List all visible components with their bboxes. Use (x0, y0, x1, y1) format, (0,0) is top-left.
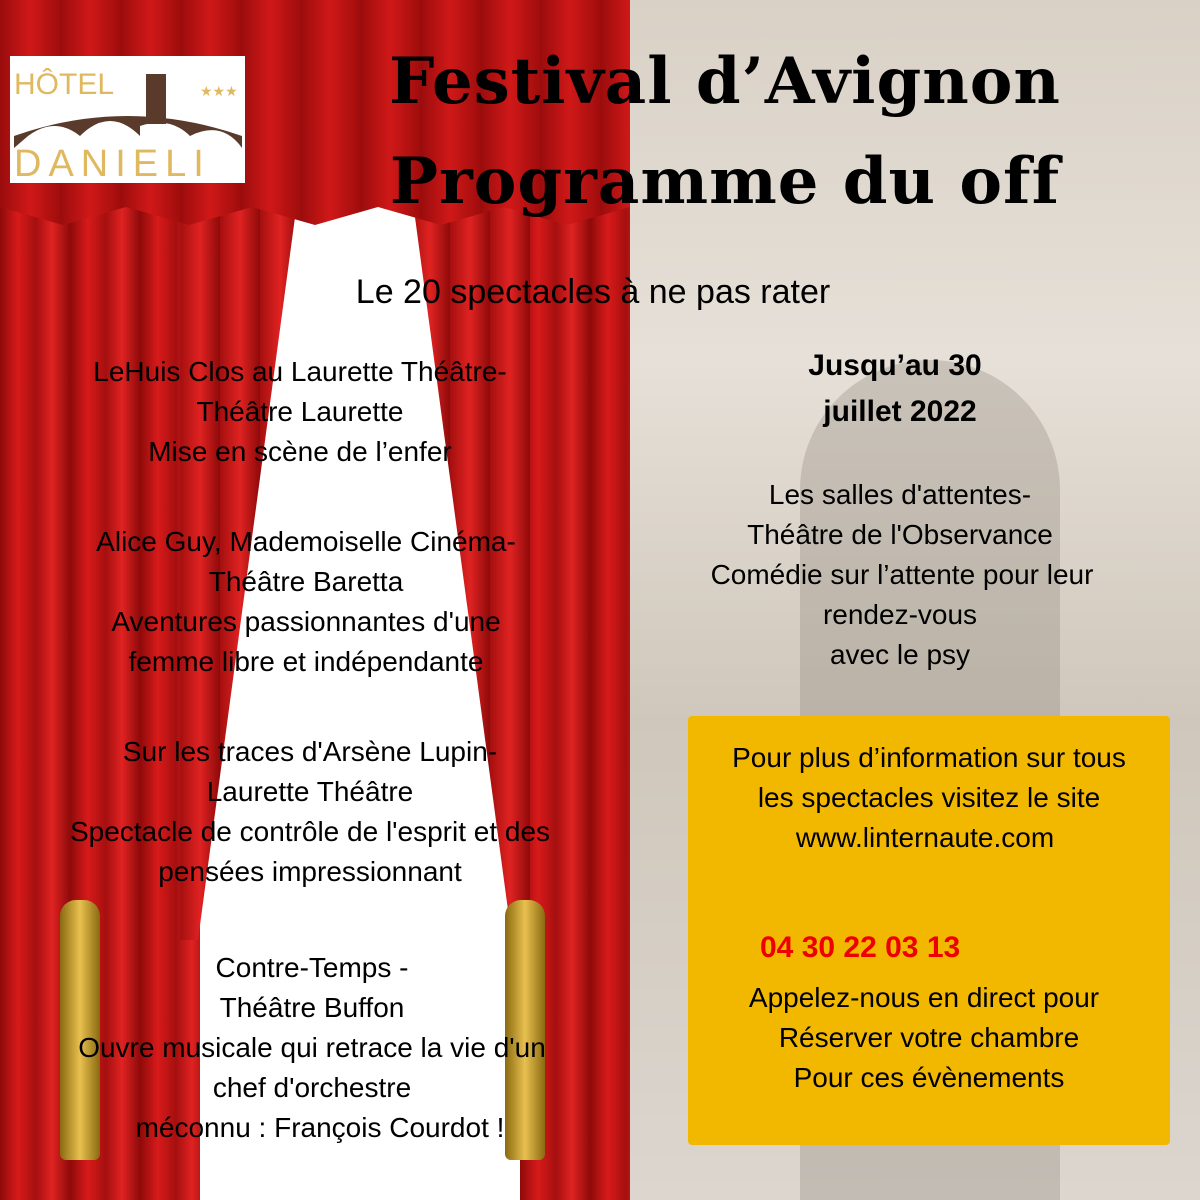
featured-line: avec le psy (829, 639, 971, 670)
website-link[interactable]: www.linternaute.com (795, 822, 1055, 853)
dates-line: Jusqu’au 30 (808, 349, 982, 382)
logo-top-text: HÔTEL (14, 68, 115, 101)
call-line: Pour ces évènements (793, 1062, 1065, 1093)
featured-line: Les salles d'attentes- (768, 479, 1032, 510)
info-line: Pour plus d’information sur tous (732, 742, 1126, 773)
show-1-line: Mise en scène de l’enfer (148, 436, 452, 467)
featured-line: Théâtre de l'Observance (747, 519, 1053, 550)
call-line: Appelez-nous en direct pour (748, 982, 1100, 1013)
show-3-line: Laurette Théâtre (206, 776, 414, 807)
dates-line: juillet 2022 (823, 395, 977, 428)
show-2-line: femme libre et indépendante (128, 646, 484, 677)
show-4-line: méconnu : François Courdot ! (135, 1112, 505, 1143)
logo-bottom-text: DANIELI (14, 143, 211, 183)
show-4-line: Contre-Temps - (215, 952, 409, 983)
call-line: Réserver votre chambre (778, 1022, 1080, 1053)
show-1-line: Théâtre Laurette (196, 396, 404, 427)
show-3-line: Spectacle de contrôle de l'esprit et des (69, 816, 551, 847)
tower-icon (146, 74, 166, 124)
show-3-line: pensées impressionnant (158, 856, 462, 887)
subtitle: Le 20 spectacles à ne pas rater (355, 273, 831, 311)
title-line-2: Programme du off (389, 144, 1061, 219)
show-1-line: LeHuis Clos au Laurette Théâtre- (93, 356, 507, 387)
show-2-line: Théâtre Baretta (208, 566, 404, 597)
phone-number[interactable]: 04 30 22 03 13 (760, 931, 961, 964)
info-line: les spectacles visitez le site (757, 782, 1101, 813)
logo-stars: ★★★ (200, 83, 238, 99)
featured-line: rendez-vous (822, 599, 978, 630)
show-2-line: Aventures passionnantes d'une (111, 606, 501, 637)
show-4-line: Ouvre musicale qui retrace la vie d'un (78, 1032, 546, 1063)
hotel-logo (10, 56, 245, 183)
show-3-line: Sur les traces d'Arsène Lupin- (122, 736, 498, 767)
featured-line: Comédie sur l’attente pour leur (710, 559, 1094, 590)
show-4-line: Théâtre Buffon (219, 992, 405, 1023)
show-4-line: chef d'orchestre (212, 1072, 412, 1103)
title-line-1: Festival d’Avignon (389, 44, 1061, 119)
show-2-line: Alice Guy, Mademoiselle Cinéma- (96, 526, 516, 557)
